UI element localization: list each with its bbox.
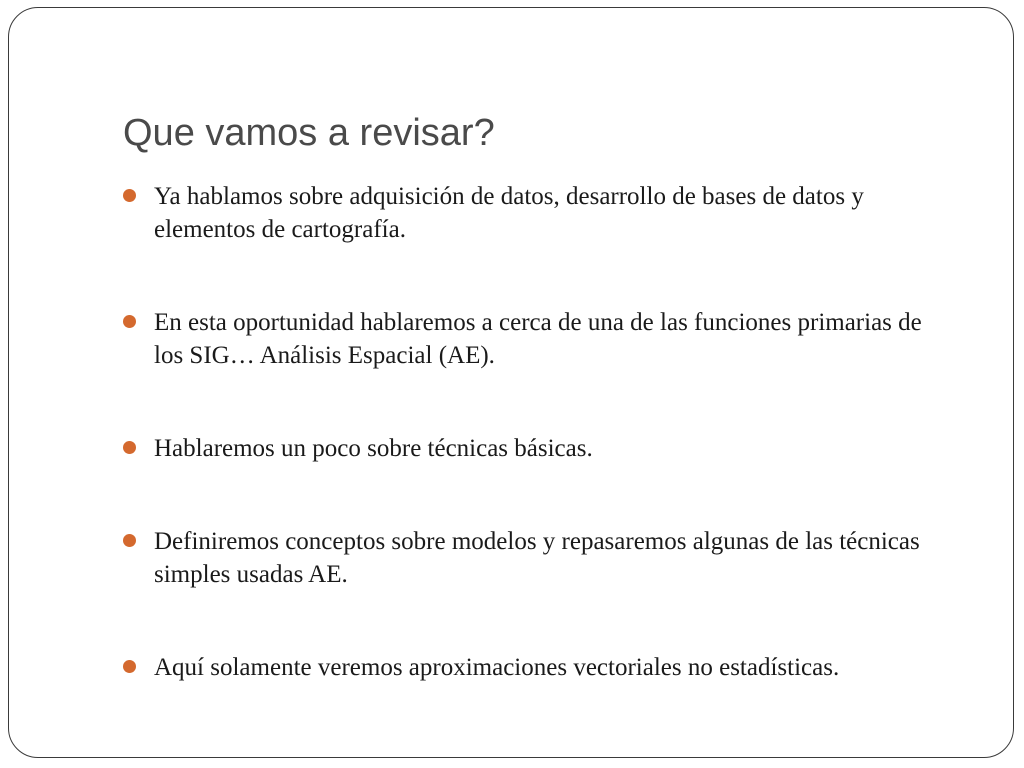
bullet-dot-icon <box>123 315 136 328</box>
bullet-text: Hablaremos un poco sobre técnicas básicas. <box>154 435 593 462</box>
bullet-text: En esta oportunidad hablaremos a cerca de una de las funciones primarias de los SIG… Análisis Espacial (AE). <box>154 309 922 369</box>
bullet-dot-icon <box>123 660 136 673</box>
bullet-dot-icon <box>123 441 136 454</box>
slide-title: Que vamos a revisar? <box>123 112 495 154</box>
slide-frame <box>8 7 1014 758</box>
bullet-dot-icon <box>123 189 136 202</box>
bullet-dot-icon <box>123 534 136 547</box>
bullet-text: Ya hablamos sobre adquisición de datos, desarrollo de bases de datos y elementos de cartografía. <box>154 183 864 243</box>
bullet-item <box>123 180 923 246</box>
bullet-item <box>123 651 923 684</box>
bullet-list <box>123 180 923 684</box>
bullet-item <box>123 306 923 372</box>
bullet-text: Aquí solamente veremos aproximaciones vectoriales no estadísticas. <box>154 654 840 681</box>
bullet-item <box>123 432 923 465</box>
bullet-text: Definiremos conceptos sobre modelos y repasaremos algunas de las técnicas simples usadas AE. <box>154 528 920 588</box>
bullet-item <box>123 525 923 591</box>
